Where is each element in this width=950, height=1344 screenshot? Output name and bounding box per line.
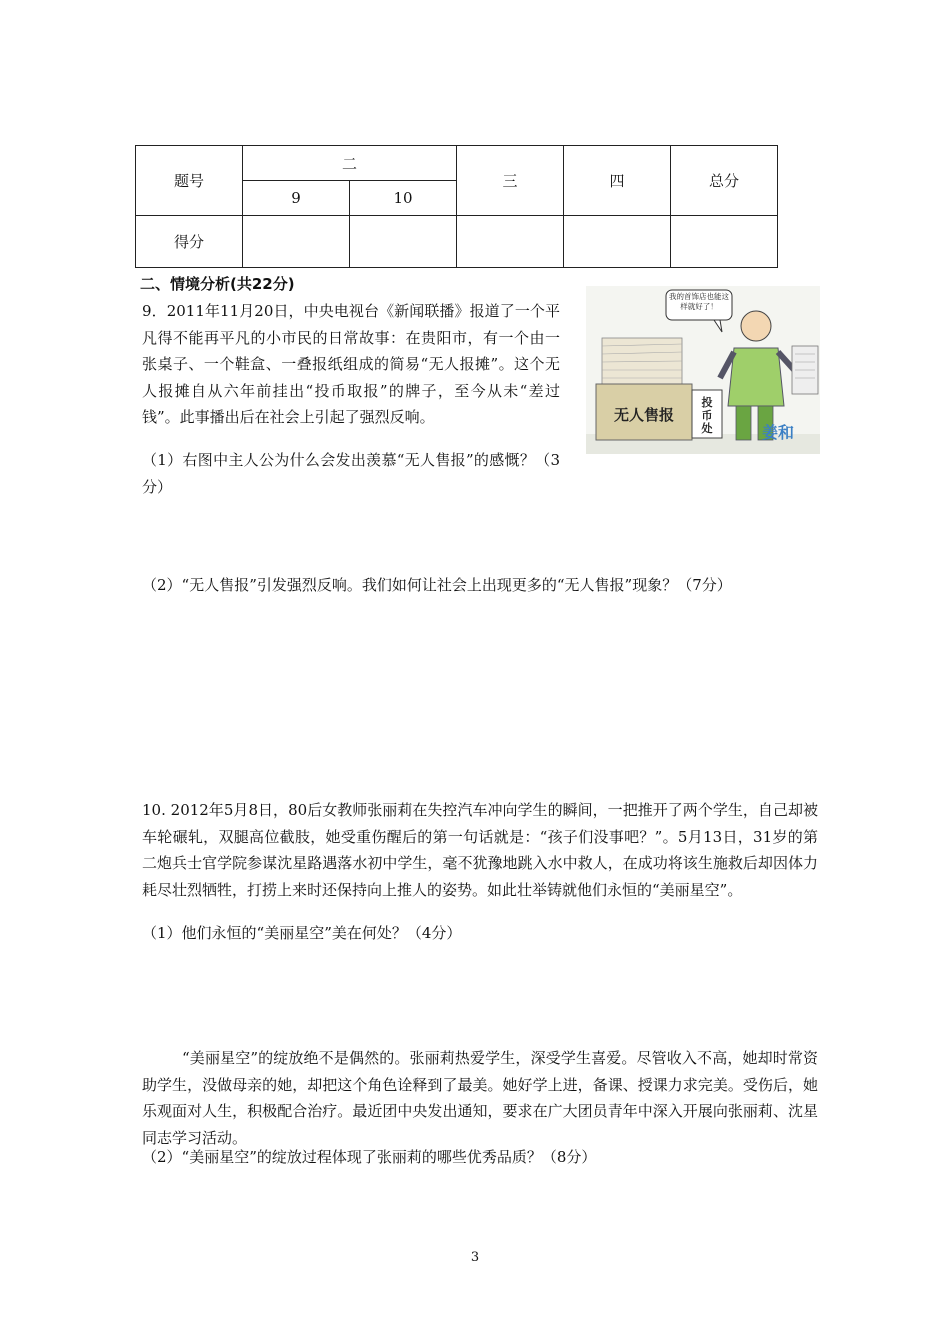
q10-sub1: （1）他们永恒的“美丽星空”美在何处？（4分） bbox=[142, 924, 462, 942]
score-table bbox=[135, 145, 778, 268]
total-header: 总分 bbox=[671, 146, 778, 216]
q10-intro: 10. 2012年5月8日，80后女教师张丽莉在失控汽车冲向学生的瞬间，一把推开了两个学生，自己却被车轮碾轧，双腿高位截肢，她受重伤醒后的第一句话就是：“孩子们没事吧？”。5月13日，31岁的第二炮兵士官学院参谋沈星路遇落水初中学生，毫不犹豫地跳入水中救人，在成功将该生施救后却因体力耗尽壮烈牺牲，打捞上来时还保持向上推人的姿势。如此壮举铸就他们永恒的“美丽星空”。 bbox=[142, 801, 818, 899]
row-header-cell: 题号 bbox=[136, 146, 243, 216]
score-cell-q9 bbox=[243, 216, 350, 268]
score-cell-three bbox=[457, 216, 564, 268]
score-cell-q10 bbox=[350, 216, 457, 268]
score-cell-total bbox=[671, 216, 778, 268]
q9-intro: 9．2011年11月20日，中央电视台《新闻联播》报道了一个平凡得不能再平凡的小市民的日常故事：在贵阳市，有一个由一张桌子、一个鞋盒、一叠报纸组成的简易“无人报摊”。这个无人报摊自从六年前挂出“投币取报”的牌子，至今从未“差过钱”。此事播出后在社会上引起了强烈反响。 bbox=[142, 302, 560, 426]
q9-sub2: （2）“无人售报”引发强烈反响。我们如何让社会上出现更多的“无人售报”现象？（7分） bbox=[142, 576, 732, 594]
section-two-header: 二 bbox=[243, 146, 457, 181]
cartoon-illustration bbox=[586, 286, 820, 454]
page-number: 3 bbox=[470, 1250, 480, 1265]
cartoon-signature: 姜和 bbox=[762, 423, 795, 442]
q10-passage: “美丽星空”的绽放绝不是偶然的。张丽莉热爱学生，深受学生喜爱。尽管收入不高，她却时常资助学生，没做母亲的她，却把这个角色诠释到了最美。她好学上进，备课、授课力求完美。受伤后，她乐观面对人生，积极配合治疗。最近团中央发出通知，要求在广大团员青年中深入开展向张丽莉、沈星同志学习活动。 bbox=[142, 1049, 818, 1147]
section-heading: 二、情境分析(共22分) bbox=[140, 275, 295, 293]
q10-header: 10 bbox=[350, 181, 457, 216]
section-three-header: 三 bbox=[457, 146, 564, 216]
cartoon-sign-text: 无人售报 bbox=[613, 406, 674, 424]
section-four-header: 四 bbox=[564, 146, 671, 216]
q9-header: 9 bbox=[243, 181, 350, 216]
cartoon-box-text: 投币处 bbox=[701, 396, 713, 435]
q10-sub2: （2）“美丽星空”的绽放过程体现了张丽莉的哪些优秀品质？（8分） bbox=[142, 1148, 597, 1166]
score-cell-four bbox=[564, 216, 671, 268]
q9-sub1: （1）右图中主人公为什么会发出羡慕“无人售报”的感慨？（3分） bbox=[142, 451, 560, 496]
score-label-cell: 得分 bbox=[136, 216, 243, 268]
cartoon-speech-text: 我的首饰店也能这样就好了！ bbox=[669, 292, 729, 311]
